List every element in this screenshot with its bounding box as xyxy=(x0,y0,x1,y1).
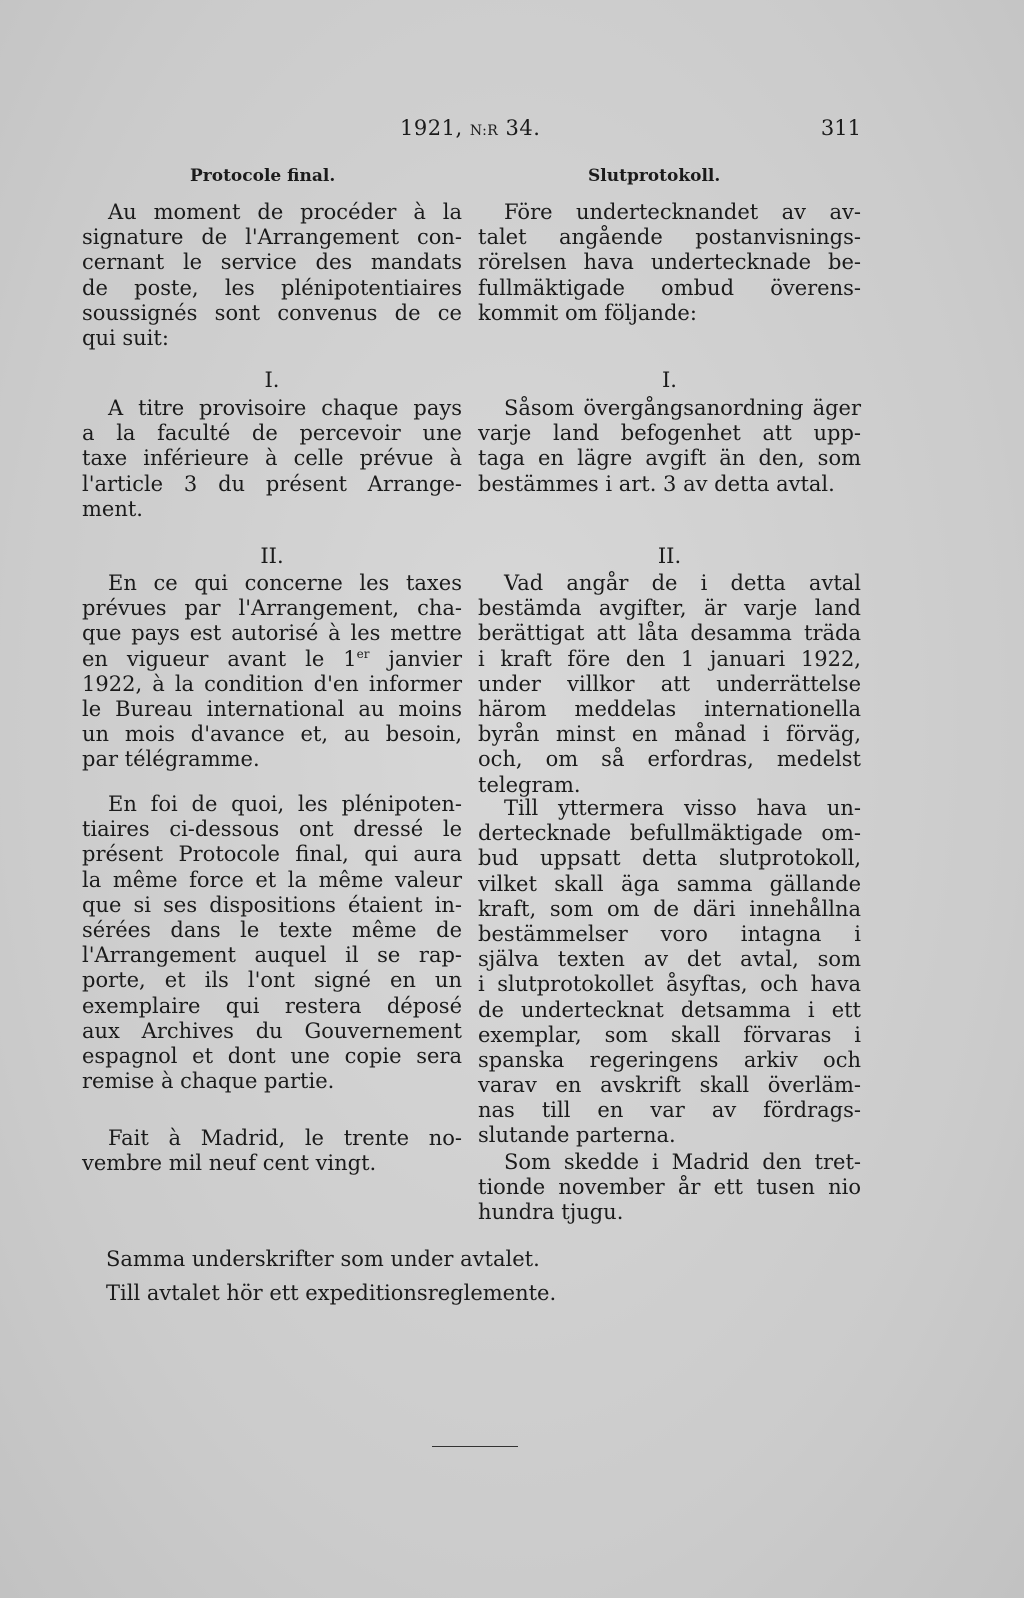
text-line: ment. xyxy=(82,496,143,521)
text-line: porte, et ils l'ont signé en un xyxy=(82,968,462,993)
text-line: exemplaire qui restera déposé xyxy=(82,993,462,1018)
text-line: prévues par l'Arrangement, cha- xyxy=(82,596,462,621)
text-line: En ce qui concerne les taxes xyxy=(108,571,462,595)
french-section-1 xyxy=(82,396,462,522)
text-line: soussignés sont convenus de ce xyxy=(82,300,462,325)
header-nr: N:R xyxy=(469,123,499,139)
text-line: aux Archives du Gouvernement xyxy=(82,1018,462,1043)
text-line: kommit om följande: xyxy=(478,300,697,325)
text-line: härom meddelas internationella xyxy=(478,696,861,721)
text-line: spanska regeringens arkiv och xyxy=(478,1047,861,1072)
text-line: de poste, les plénipotentiaires xyxy=(82,275,462,300)
end-rule xyxy=(432,1446,518,1447)
text-line: och, om så erfordras, medelst xyxy=(478,747,861,772)
text-line: kraft, som om de däri innehållna xyxy=(478,896,861,921)
french-section-2 xyxy=(82,571,462,773)
text-line: Såsom övergångsanordning äger xyxy=(504,396,861,420)
text-line: taxe inférieure à celle prévue à xyxy=(82,446,462,471)
text-line: bud uppsatt detta slutprotokoll, xyxy=(478,846,861,871)
text-line: vembre mil neuf cent vingt. xyxy=(82,1151,377,1176)
text-line: Vad angår de i detta avtal xyxy=(504,571,861,595)
text-line: en vigueur avant le 1er janvier xyxy=(82,646,462,671)
text-line: Fait à Madrid, le trente no- xyxy=(108,1126,462,1150)
swedish-section-2 xyxy=(478,571,861,798)
text-line: bestämmes i art. 3 av detta avtal. xyxy=(478,471,835,496)
text-line: tiaires ci-dessous ont dressé le xyxy=(82,817,462,842)
text-line: 1922, à la condition d'en informer xyxy=(82,671,462,696)
text-line: par télégramme. xyxy=(82,747,260,772)
swedish-section-2-heading: II. xyxy=(657,544,682,568)
swedish-section-1 xyxy=(478,396,861,497)
french-section-2-heading: II. xyxy=(260,544,284,568)
text-line: tionde november år ett tusen nio xyxy=(478,1175,861,1200)
text-line: exemplar, som skall förvaras i xyxy=(478,1022,861,1047)
french-section-1-heading: I. xyxy=(264,368,280,392)
french-intro xyxy=(82,200,462,351)
french-closing-paragraph xyxy=(82,792,462,1094)
swedish-intro xyxy=(478,200,861,326)
text-line: byrån minst en månad i förväg, xyxy=(478,722,861,747)
text-line: espagnol et dont une copie sera xyxy=(82,1043,462,1068)
text-line: que pays est autorisé à les mettre xyxy=(82,621,462,646)
french-title: Protocole final. xyxy=(190,166,336,186)
text-line: själva texten av det avtal, som xyxy=(478,947,861,972)
text-line: taga en lägre avgift än den, som xyxy=(478,446,861,471)
text-line: En foi de quoi, les plénipoten- xyxy=(108,792,462,816)
text-line: dertecknade befullmäktigade om- xyxy=(478,821,861,846)
running-header xyxy=(400,116,540,140)
text-line: Som skedde i Madrid den tret- xyxy=(504,1150,861,1174)
text-line: under villkor att underrättelse xyxy=(478,671,861,696)
text-line: l'article 3 du présent Arrange- xyxy=(82,471,462,496)
text-line: Till yttermera visso hava un- xyxy=(504,796,861,820)
text-line: remise à chaque partie. xyxy=(82,1069,335,1094)
text-line: hundra tjugu. xyxy=(478,1200,624,1225)
swedish-signature-place xyxy=(478,1150,861,1226)
text-line: la même force et la même valeur xyxy=(82,867,462,892)
text-line: présent Protocole final, qui aura xyxy=(82,842,462,867)
text-line: A titre provisoire chaque pays xyxy=(108,396,462,420)
text-line: Au moment de procéder à la xyxy=(108,200,462,224)
text-line: a la faculté de percevoir une xyxy=(82,421,462,446)
text-line: berättigat att låta desamma träda xyxy=(478,621,861,646)
swedish-closing-paragraph xyxy=(478,796,861,1149)
french-signature-place xyxy=(82,1126,462,1176)
text-line: varje land befogenhet att upp- xyxy=(478,421,861,446)
text-line: de undertecknat detsamma i ett xyxy=(478,997,861,1022)
text-line: slutande parterna. xyxy=(478,1123,676,1148)
text-line: nas till en var av fördrags- xyxy=(478,1098,861,1123)
text-line: talet angående postanvisnings- xyxy=(478,225,861,250)
text-line: signature de l'Arrangement con- xyxy=(82,225,462,250)
text-line: i kraft före den 1 januari 1922, xyxy=(478,646,861,671)
header-year: 1921, xyxy=(400,116,463,140)
text-line: vilket skall äga samma gällande xyxy=(478,871,861,896)
text-line: cernant le service des mandats xyxy=(82,250,462,275)
text-line: Före undertecknandet av av- xyxy=(504,200,861,224)
header-number: 34. xyxy=(505,116,541,140)
footer-signatures-note: Samma underskrifter som under avtalet. xyxy=(106,1247,540,1271)
text-line: i slutprotokollet åsyftas, och hava xyxy=(478,972,861,997)
text-line: que si ses dispositions étaient in- xyxy=(82,892,462,917)
page-number: 311 xyxy=(820,116,861,140)
text-line: varav en avskrift skall överläm- xyxy=(478,1073,861,1098)
text-line: l'Arrangement auquel il se rap- xyxy=(82,943,462,968)
swedish-title: Slutprotokoll. xyxy=(588,166,721,186)
text-line: un mois d'avance et, au besoin, xyxy=(82,722,462,747)
text-line: bestämmelser voro intagna i xyxy=(478,921,861,946)
text-line: sérées dans le texte même de xyxy=(82,917,462,942)
footer-regulation-note: Till avtalet hör ett expeditionsreglemente. xyxy=(106,1281,557,1305)
text-line: telegram. xyxy=(478,772,581,797)
text-line: qui suit: xyxy=(82,325,169,350)
text-line: le Bureau international au moins xyxy=(82,696,462,721)
swedish-section-1-heading: I. xyxy=(662,368,677,392)
text-line: fullmäktigade ombud överens- xyxy=(478,275,861,300)
text-line: rörelsen hava undertecknade be- xyxy=(478,250,861,275)
text-line: bestämda avgifter, är varje land xyxy=(478,596,861,621)
